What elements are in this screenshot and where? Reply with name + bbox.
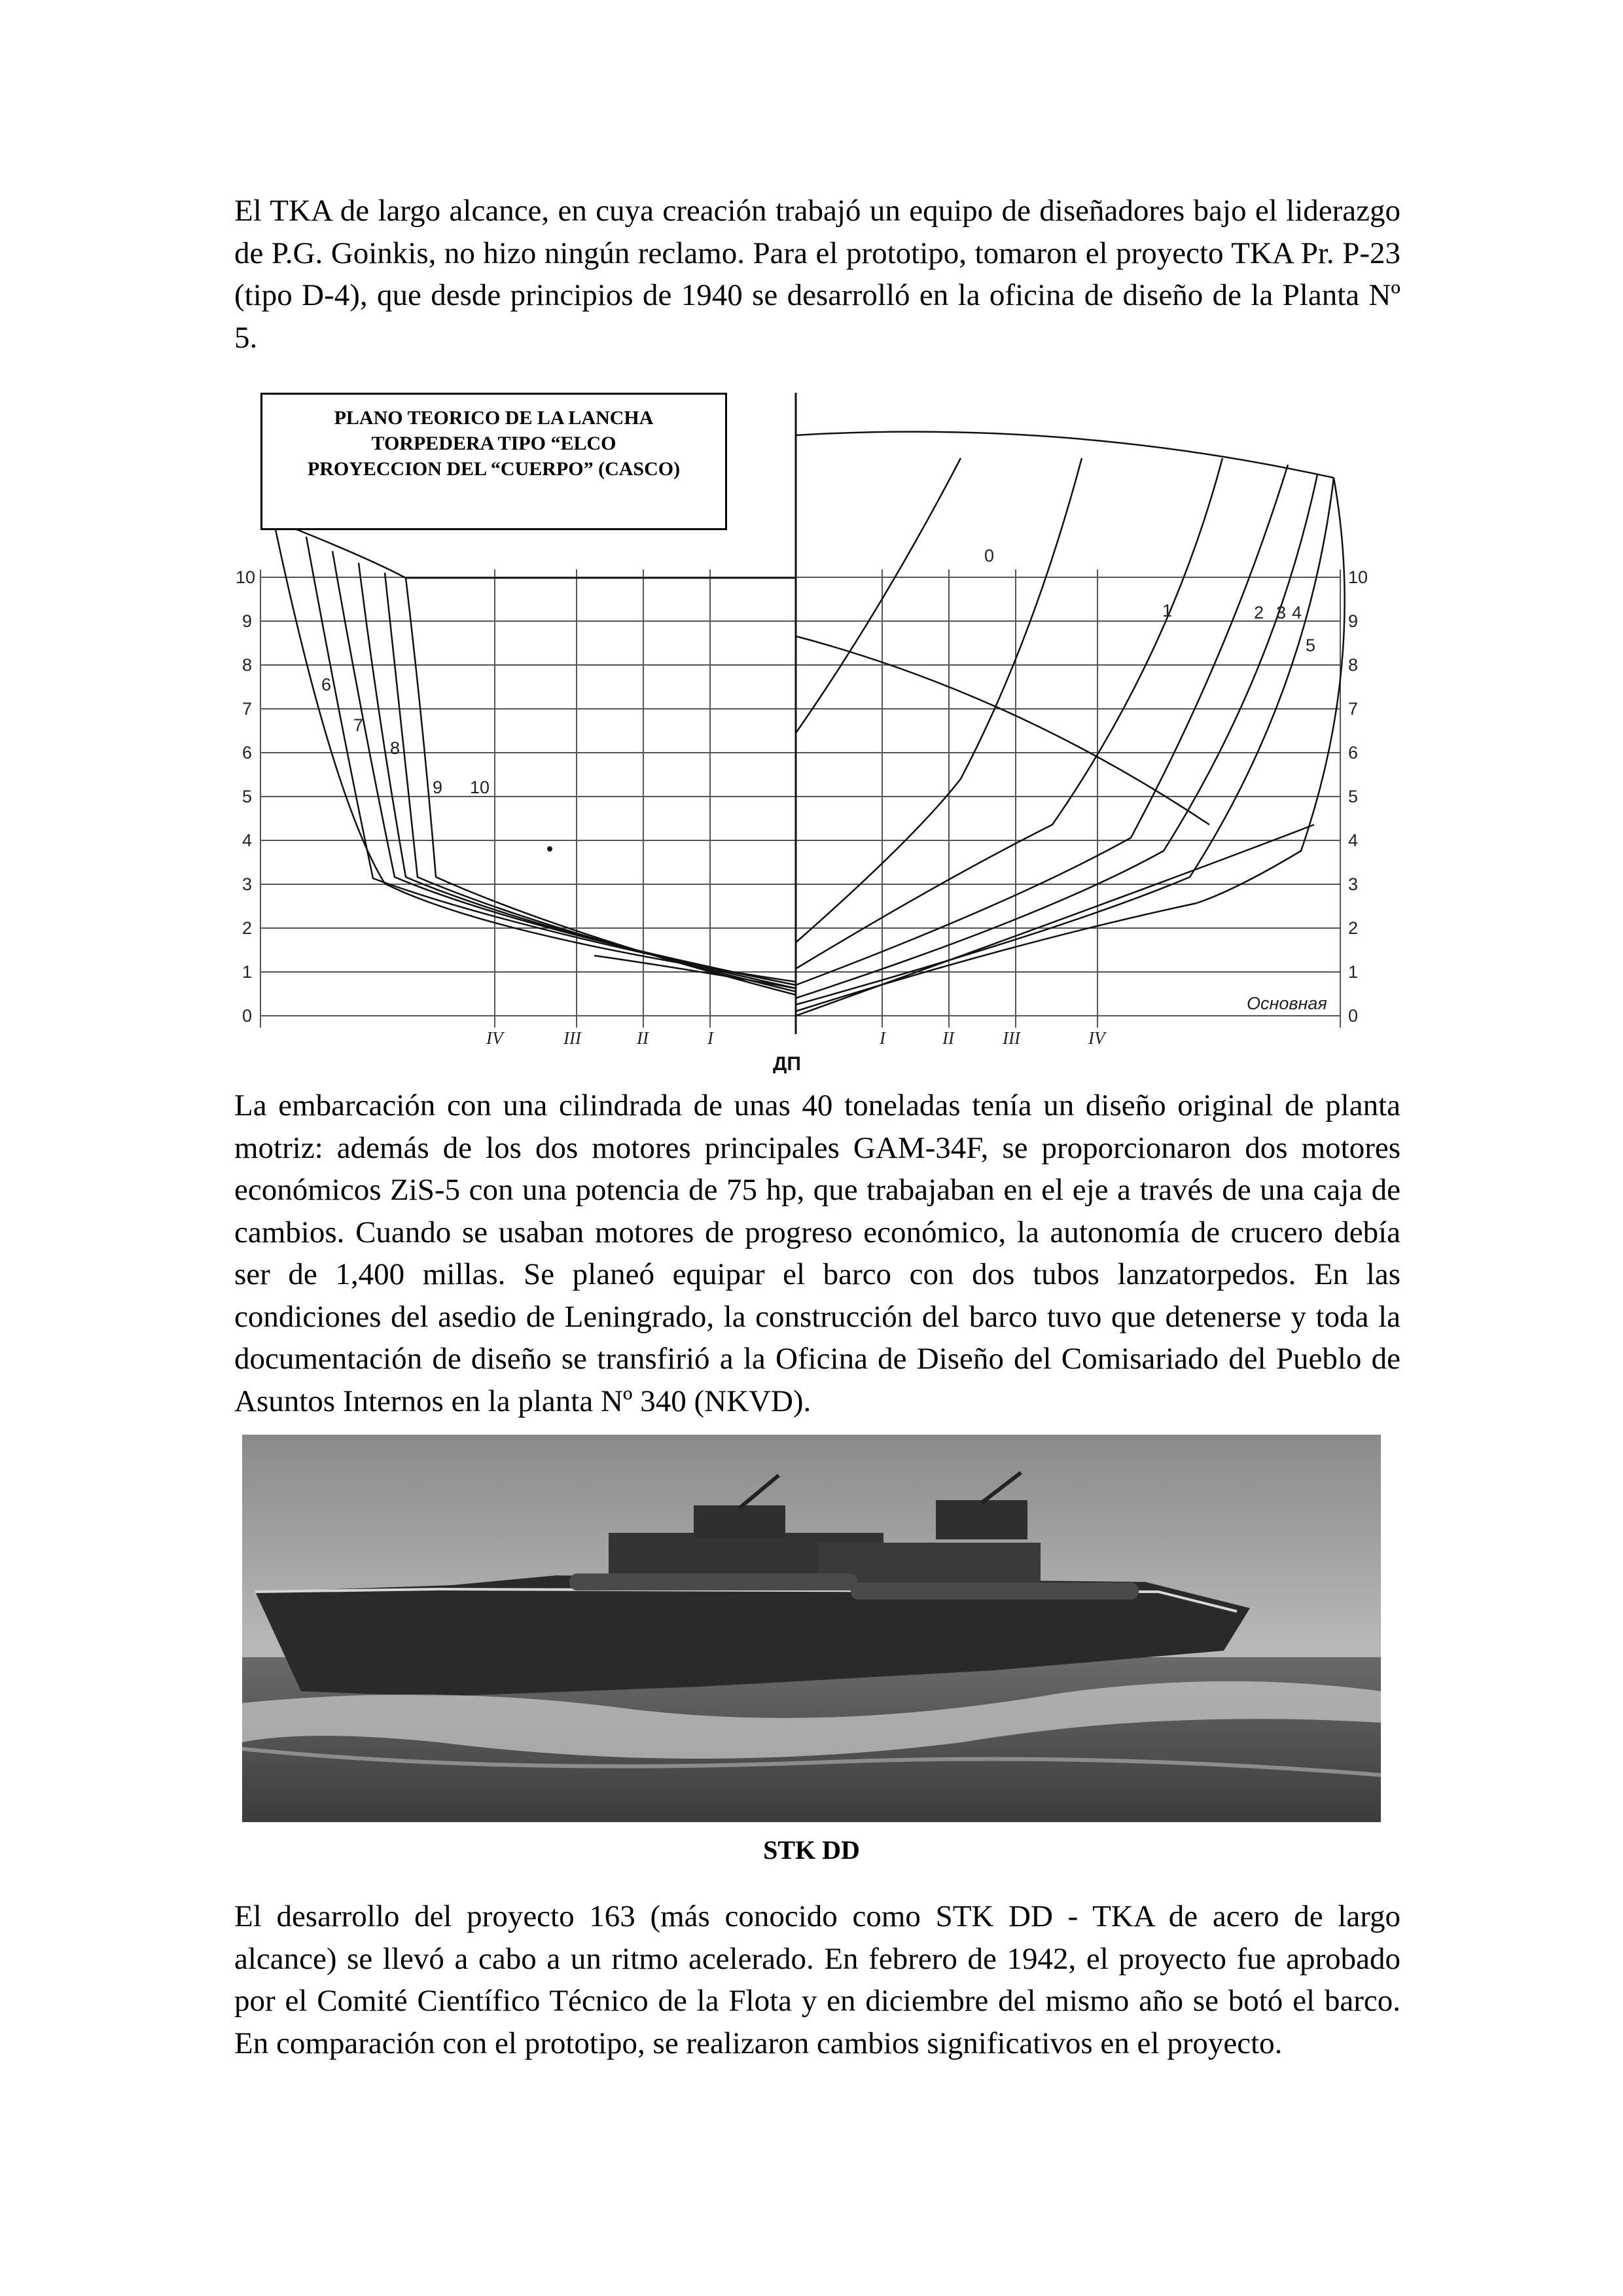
svg-text:7: 7 xyxy=(1348,699,1359,719)
svg-text:I: I xyxy=(880,1028,885,1048)
waterline-labels-right xyxy=(1348,567,1368,1026)
svg-text:II: II xyxy=(637,1028,649,1048)
svg-text:1: 1 xyxy=(242,962,253,982)
plan-title-line: PLANO TEORICO DE LA LANCHA xyxy=(334,407,654,429)
svg-text:8: 8 xyxy=(390,738,401,758)
svg-text:IV: IV xyxy=(1088,1028,1105,1048)
svg-text:III: III xyxy=(1003,1028,1020,1048)
svg-text:4: 4 xyxy=(1292,603,1302,622)
plan-title-box xyxy=(260,393,727,530)
svg-text:10: 10 xyxy=(470,778,490,797)
torpedo-tube xyxy=(851,1583,1139,1600)
svg-text:2: 2 xyxy=(242,918,253,938)
plan-title-line: PROYECCION DEL “CUERPO” (CASCO) xyxy=(307,458,681,480)
svg-text:3: 3 xyxy=(242,874,253,894)
svg-text:IV: IV xyxy=(486,1028,503,1048)
svg-text:6: 6 xyxy=(242,743,253,762)
svg-text:8: 8 xyxy=(242,655,253,675)
svg-text:2: 2 xyxy=(1348,918,1359,938)
aft-station-labels xyxy=(321,675,490,797)
svg-text:6: 6 xyxy=(321,675,332,694)
svg-text:4: 4 xyxy=(242,831,253,850)
svg-text:I: I xyxy=(707,1028,713,1048)
project-paragraph: El desarrollo del proyecto 163 (más conocido como STK DD - TKA de acero de largo alcance) se llevó a cabo a un ritmo acelerado. En febrero de 1942, el proyecto fue aprobado por el Comité Científico Técnico de la Flota y en diciembre del mismo año se botó el barco. En comparación con el prototipo, se realizaron cambios significativos en el proyecto. xyxy=(234,1899,1400,2060)
svg-text:5: 5 xyxy=(1306,636,1316,655)
svg-text:4: 4 xyxy=(1348,831,1359,850)
svg-text:1: 1 xyxy=(1162,601,1173,620)
svg-text:9: 9 xyxy=(433,778,443,797)
svg-text:7: 7 xyxy=(353,715,364,735)
svg-text:6: 6 xyxy=(1348,743,1359,762)
svg-text:10: 10 xyxy=(236,567,256,587)
svg-text:2: 2 xyxy=(1254,603,1264,622)
svg-text:9: 9 xyxy=(242,611,253,631)
centerline-label: ДП xyxy=(773,1053,801,1073)
svg-text:0: 0 xyxy=(242,1006,253,1026)
engine-paragraph: La embarcación con una cilindrada de unas 40 toneladas tenía un diseño original de planta motriz: además de los dos motores principales GAM-34F, se proporcionaron dos motores económicos ZiS-5 con una potencia de 75 hp, que trabajaban en el eje a través de una caja de cambios. Cuando se usaban motores de progreso económico, la autonomía de crucero debía ser de 1,400 millas. Se planeó equipar el barco con dos tubos lanzatorpedos. En las condiciones del asedio de Leningrado, la construcción del barco tuvo que detenerse y toda la documentación de diseño se transfirió a la Oficina de Diseño del Comisariado del Pueblo de Asuntos Internos en la planta Nº 340 (NKVD). xyxy=(234,1088,1400,1418)
plan-title-line: TORPEDERA TIPO “ELCO xyxy=(371,433,616,454)
baseline-label: Основная xyxy=(1247,994,1327,1013)
svg-text:3: 3 xyxy=(1276,603,1287,622)
svg-text:5: 5 xyxy=(1348,787,1359,806)
svg-text:10: 10 xyxy=(1348,567,1368,587)
intro-paragraph: El TKA de largo alcance, en cuya creación trabajó un equipo de diseñadores bajo el liderazgo de P.G. Goinkis, no hizo ningún reclamo. Para el prototipo, tomaron el proyecto TKA Pr. P-23 (tipo D-4), que desde principios de 1940 se desarrolló en la oficina de diseño de la Planta Nº 5. xyxy=(234,194,1400,355)
torpedo-tube xyxy=(569,1573,857,1590)
svg-text:9: 9 xyxy=(1348,611,1359,631)
svg-text:0: 0 xyxy=(984,546,995,565)
svg-text:7: 7 xyxy=(242,699,253,719)
svg-text:1: 1 xyxy=(1348,962,1359,982)
svg-text:8: 8 xyxy=(1348,655,1359,675)
svg-text:III: III xyxy=(563,1028,581,1048)
waterline-labels-left xyxy=(236,567,255,1026)
aft-stations xyxy=(274,520,796,995)
boat-photo xyxy=(242,1435,1381,1822)
svg-text:II: II xyxy=(942,1028,954,1048)
photo-caption: STK DD xyxy=(763,1835,860,1865)
svg-text:5: 5 xyxy=(242,787,253,806)
svg-text:3: 3 xyxy=(1348,874,1359,894)
fwd-station-labels xyxy=(984,546,1315,655)
svg-text:0: 0 xyxy=(1348,1006,1359,1026)
